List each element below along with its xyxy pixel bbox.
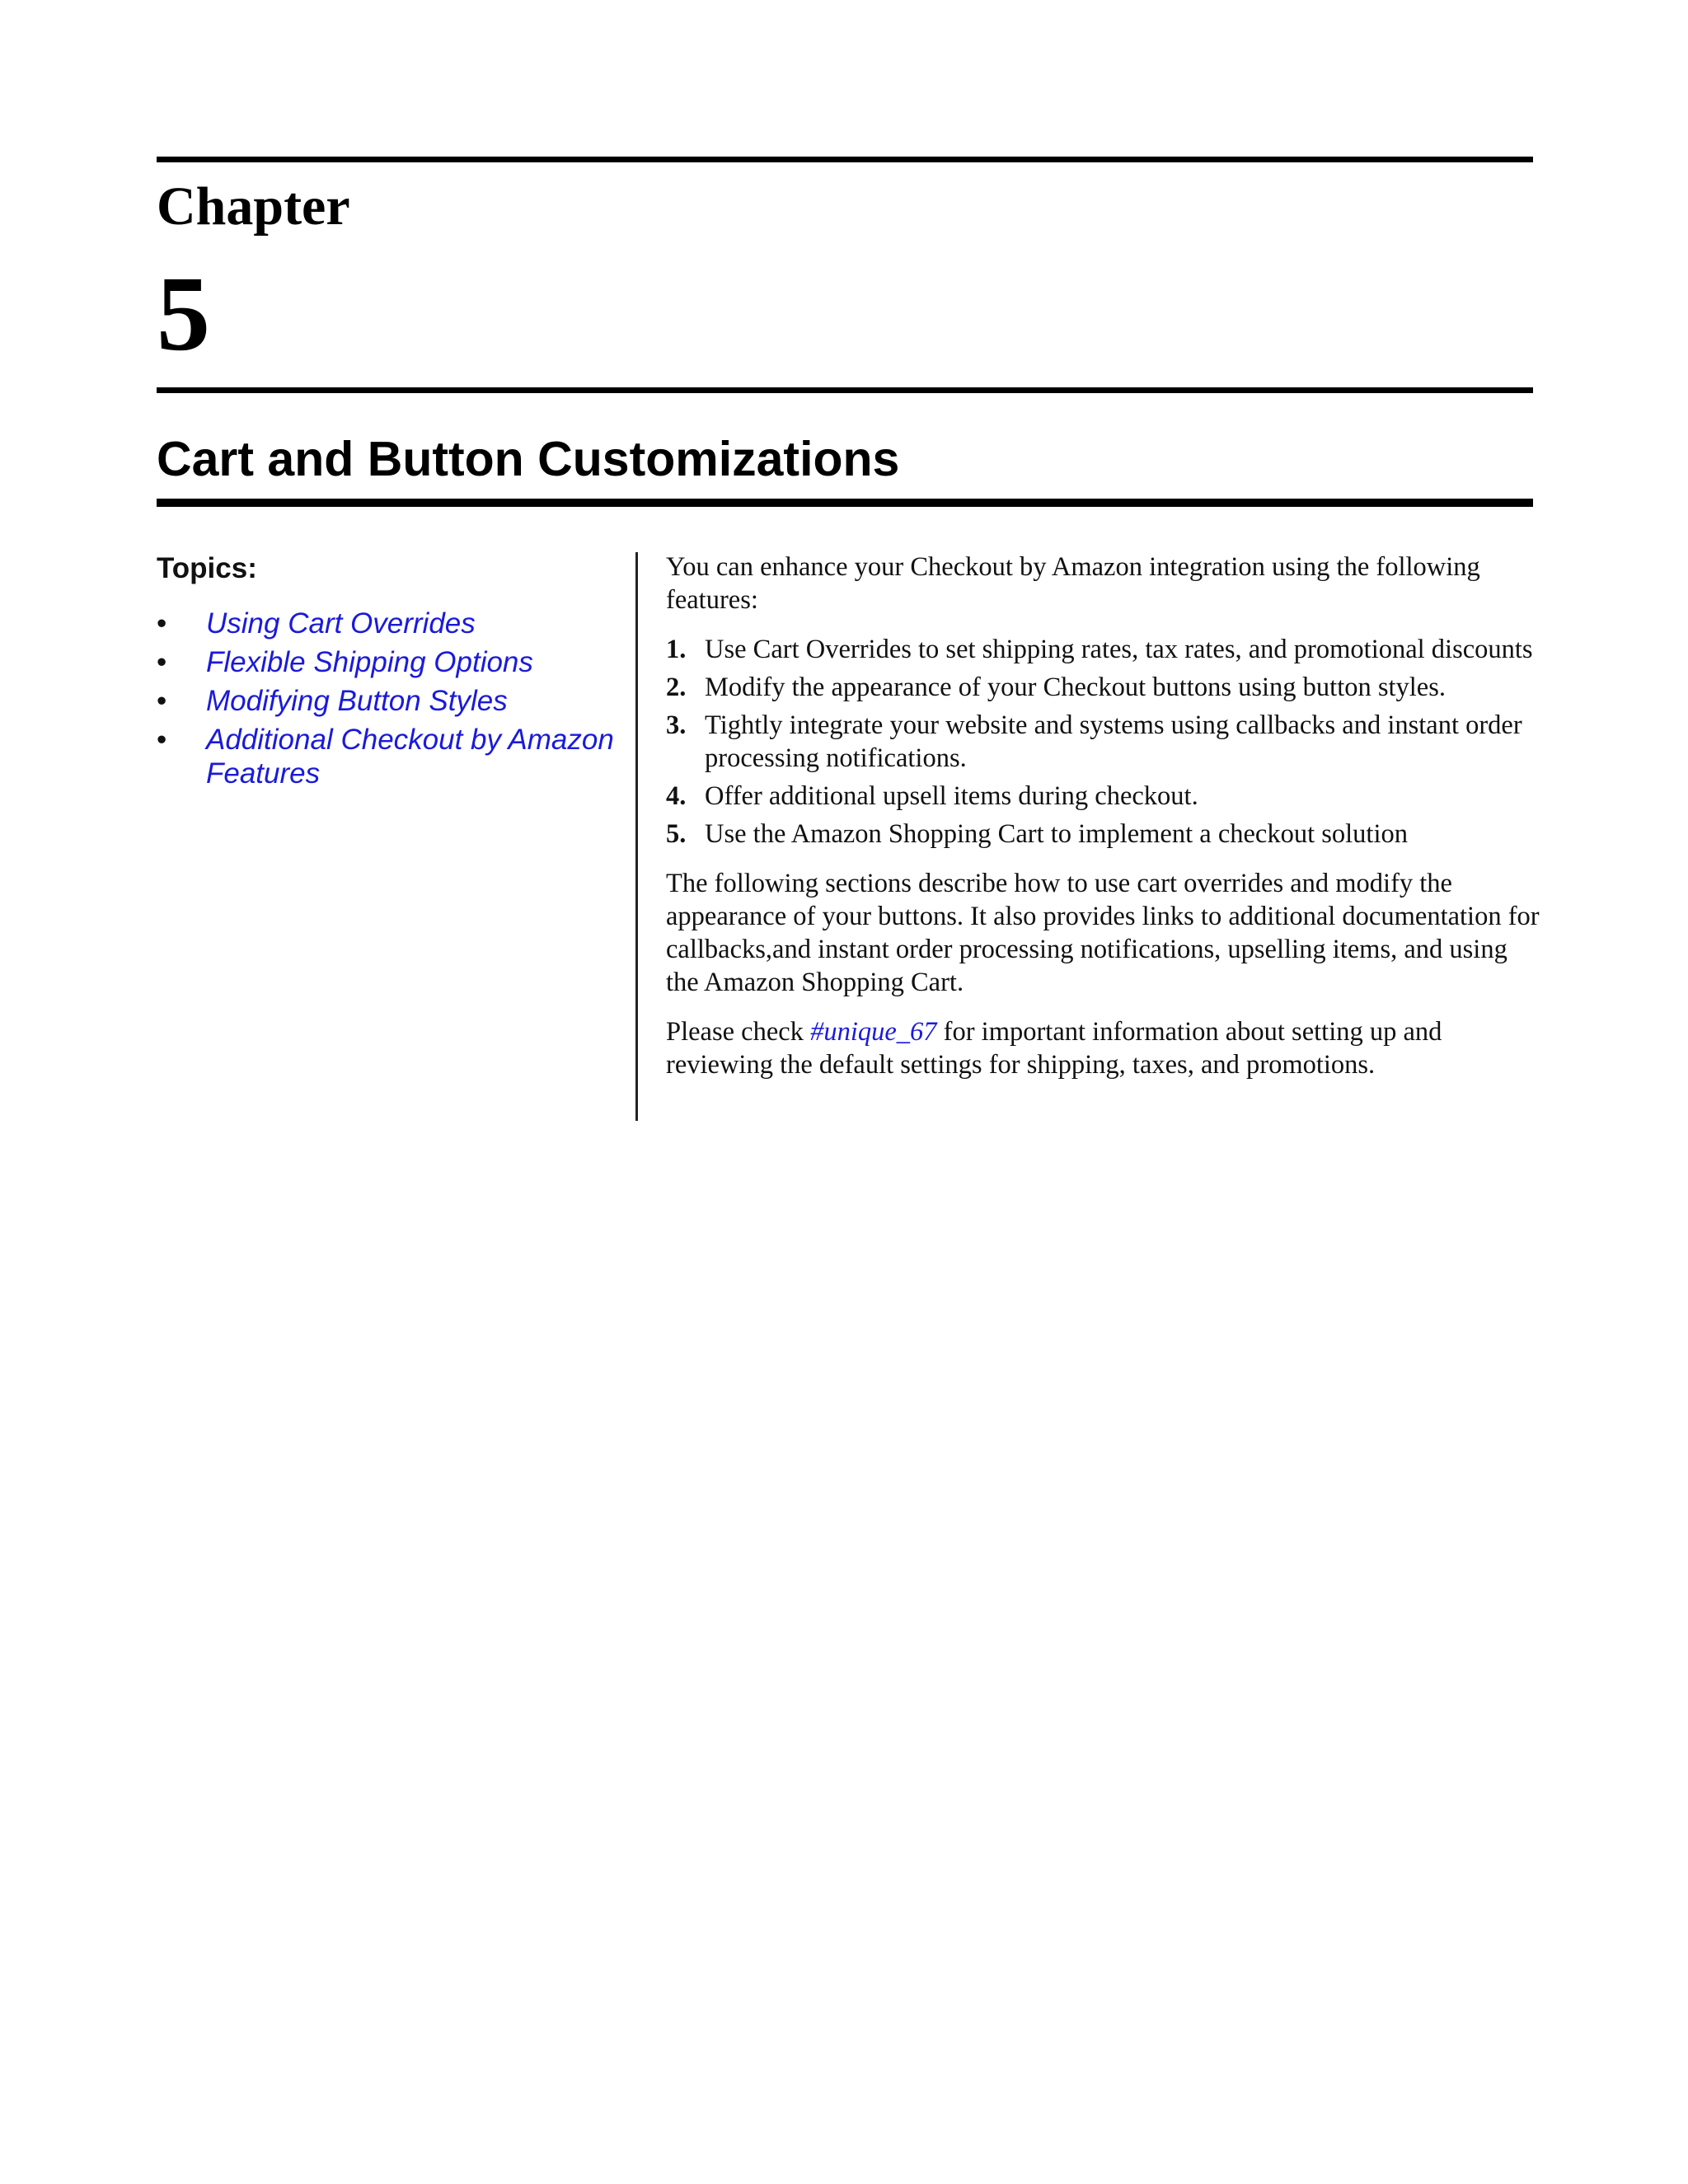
feature-list-item (666, 818, 1540, 851)
topics-list (157, 607, 626, 790)
topic-link-flexible-shipping-options[interactable]: Flexible Shipping Options (206, 646, 533, 678)
chapter-title: Cart and Button Customizations (157, 432, 900, 486)
topics-heading: Topics: (157, 552, 257, 584)
topic-item (157, 645, 626, 679)
list-text: Offer additional upsell items during checkout. (705, 781, 1198, 811)
feature-list-item (666, 780, 1540, 813)
please-check-rest-text: for important information about setting up and reviewing the default settings for shipping, taxes, and promotions. (666, 1017, 1442, 1080)
topics-sidebar (157, 551, 626, 795)
topic-link-using-cart-overrides[interactable]: Using Cart Overrides (206, 607, 476, 640)
list-number: 1. (666, 635, 687, 664)
list-text: Modify the appearance of your Checkout buttons using button styles. (705, 673, 1447, 702)
chapter-number: 5 (157, 255, 210, 373)
features-list (666, 633, 1540, 851)
bullet-icon: • (157, 607, 167, 640)
chapter-top-rule (157, 157, 1533, 162)
chapter-middle-rule (157, 387, 1533, 393)
list-text: Use Cart Overrides to set shipping rates, tax rates, and promotional discounts (705, 635, 1533, 664)
chapter-content (666, 551, 1540, 1098)
chapter-label: Chapter (157, 176, 350, 237)
column-divider (635, 552, 638, 1121)
topic-link-modifying-button-styles[interactable]: Modifying Button Styles (206, 685, 508, 717)
topic-item (157, 684, 626, 718)
list-text: Use the Amazon Shopping Cart to implement a checkout solution (705, 819, 1408, 849)
list-number: 4. (666, 781, 687, 811)
topic-item (157, 607, 626, 640)
topic-item (157, 723, 626, 790)
bullet-icon: • (157, 646, 167, 678)
please-check-text: Please check (666, 1017, 811, 1047)
bullet-icon: • (157, 724, 167, 756)
feature-list-item (666, 709, 1540, 775)
feature-list-item (666, 671, 1540, 704)
list-number: 5. (666, 819, 687, 849)
intro-paragraph: You can enhance your Checkout by Amazon integration using the following features: (666, 552, 1480, 615)
list-text: Tightly integrate your website and systems using callbacks and instant order processing notifications. (705, 710, 1522, 773)
list-number: 3. (666, 710, 687, 740)
sections-paragraph: The following sections describe how to use cart overrides and modify the appearance of your buttons. It also provides links to additional documentation for callbacks,and instant order processing notifications, upselling items, and using the Amazon Shopping Cart. (666, 869, 1540, 997)
please-check-paragraph (666, 1015, 1540, 1081)
chapter-title-rule (157, 499, 1533, 507)
topic-link-additional-checkout-features[interactable]: Additional Checkout by Amazon Features (206, 724, 614, 790)
bullet-icon: • (157, 685, 167, 717)
unique-67-link[interactable]: #unique_67 (810, 1017, 937, 1047)
feature-list-item (666, 633, 1540, 666)
list-number: 2. (666, 673, 687, 702)
